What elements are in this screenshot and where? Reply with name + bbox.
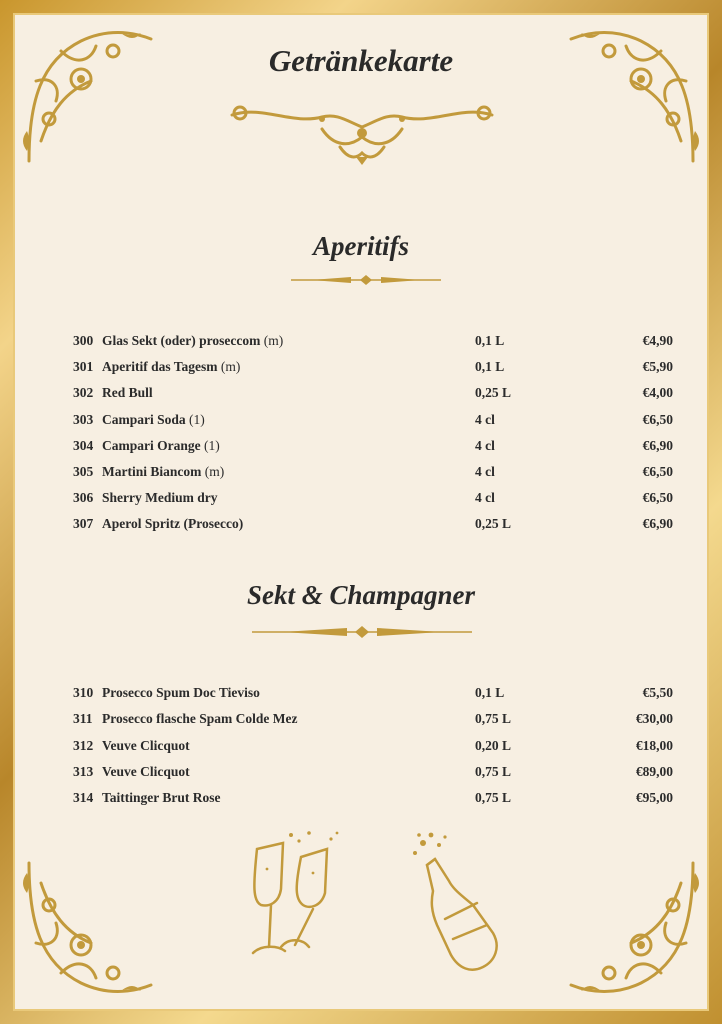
item-note: (1) bbox=[185, 411, 205, 427]
item-volume: 0,1 L bbox=[475, 333, 505, 348]
item-name: Campari Orange bbox=[102, 437, 201, 453]
item-name-wrap bbox=[102, 383, 153, 403]
item-note: (m) bbox=[217, 359, 241, 375]
item-name: Red Bull bbox=[102, 385, 153, 401]
item-note: (m) bbox=[201, 464, 225, 479]
corner-flourish-icon bbox=[561, 853, 701, 1003]
item-price: €5,50 bbox=[642, 685, 673, 700]
menu-item-row bbox=[73, 436, 673, 456]
item-volume: 0,75 L bbox=[475, 790, 512, 806]
menu-item-row bbox=[73, 762, 673, 782]
item-volume: 0,25 L bbox=[475, 385, 512, 401]
item-name-wrap bbox=[102, 683, 260, 703]
item-price: €5,90 bbox=[642, 359, 673, 375]
item-name-wrap bbox=[102, 514, 243, 534]
item-number: 313 bbox=[73, 763, 94, 779]
section-divider-icon bbox=[291, 274, 441, 286]
item-volume: 4 cl bbox=[475, 490, 495, 506]
menu-item-row bbox=[73, 736, 673, 756]
menu-item-row bbox=[73, 514, 673, 534]
item-name-wrap bbox=[102, 357, 240, 377]
item-price: €6,50 bbox=[642, 490, 673, 506]
item-name: Prosecco Spum Doc Tieviso bbox=[102, 685, 260, 700]
item-price: €30,00 bbox=[635, 711, 673, 727]
item-name-wrap bbox=[102, 436, 220, 456]
item-name: Glas Sekt (oder) proseccom bbox=[102, 333, 261, 348]
champagne-bottle-icon bbox=[405, 829, 515, 979]
section-title-aperitifs: Aperitifs bbox=[312, 231, 409, 261]
item-price: €6,90 bbox=[642, 437, 673, 453]
item-name: Veuve Clicquot bbox=[102, 737, 190, 753]
item-name: Veuve Clicquot bbox=[102, 763, 190, 779]
item-price: €6,50 bbox=[642, 411, 673, 427]
item-name: Sherry Medium dry bbox=[102, 490, 218, 506]
item-number: 304 bbox=[73, 437, 94, 453]
item-price: €4,90 bbox=[642, 333, 673, 348]
section-title-sekt-champagner: Sekt & Champagner bbox=[246, 580, 476, 610]
item-number: 305 bbox=[73, 464, 94, 479]
item-number: 300 bbox=[73, 333, 94, 348]
item-volume: 0,20 L bbox=[475, 737, 512, 753]
item-volume: 0,25 L bbox=[475, 516, 512, 532]
item-number: 311 bbox=[73, 711, 93, 727]
item-number: 310 bbox=[73, 685, 94, 700]
item-number: 307 bbox=[73, 516, 94, 532]
item-price: €6,50 bbox=[642, 464, 673, 479]
item-name-wrap bbox=[102, 331, 283, 351]
item-volume: 0,1 L bbox=[475, 359, 505, 375]
item-note: (m) bbox=[260, 333, 284, 348]
item-number: 312 bbox=[73, 737, 94, 753]
item-name: Taittinger Brut Rose bbox=[102, 790, 221, 806]
item-name-wrap bbox=[102, 736, 190, 756]
menu-item-row bbox=[73, 488, 673, 508]
item-price: €6,90 bbox=[642, 516, 673, 532]
item-number: 301 bbox=[73, 359, 94, 375]
section-divider-icon bbox=[252, 625, 472, 639]
item-name: Martini Biancom bbox=[102, 464, 202, 479]
menu-item-row bbox=[73, 357, 673, 377]
item-volume: 0,75 L bbox=[475, 711, 512, 727]
menu-item-row bbox=[73, 709, 673, 729]
item-name-wrap bbox=[102, 462, 224, 482]
item-name-wrap bbox=[102, 788, 221, 808]
menu-item-row bbox=[73, 462, 673, 482]
champagne-glasses-icon bbox=[239, 829, 349, 969]
item-volume: 4 cl bbox=[475, 411, 495, 427]
item-name: Aperitif das Tagesm bbox=[102, 359, 218, 375]
item-name: Campari Soda bbox=[102, 411, 186, 427]
corner-flourish-icon bbox=[21, 853, 161, 1003]
page-title: Getränkekarte bbox=[268, 43, 454, 78]
item-volume: 4 cl bbox=[475, 437, 495, 453]
menu-item-row bbox=[73, 683, 673, 703]
menu-inner-panel bbox=[13, 13, 709, 1011]
item-volume: 4 cl bbox=[475, 464, 495, 479]
item-number: 302 bbox=[73, 385, 94, 401]
item-price: €95,00 bbox=[635, 790, 673, 806]
menu-item-row bbox=[73, 383, 673, 403]
title-flourish-icon bbox=[222, 97, 502, 167]
item-price: €18,00 bbox=[635, 737, 673, 753]
item-price: €89,00 bbox=[635, 763, 673, 779]
item-note: (1) bbox=[200, 437, 220, 453]
menu-item-row bbox=[73, 331, 673, 351]
item-number: 306 bbox=[73, 490, 94, 506]
item-number: 314 bbox=[73, 790, 94, 806]
item-name-wrap bbox=[102, 762, 190, 782]
item-volume: 0,1 L bbox=[475, 685, 505, 700]
item-name-wrap bbox=[102, 488, 218, 508]
item-volume: 0,75 L bbox=[475, 763, 512, 779]
item-name: Aperol Spritz (Prosecco) bbox=[102, 516, 244, 532]
item-name: Prosecco flasche Spam Colde Mez bbox=[102, 711, 298, 727]
item-name-wrap bbox=[102, 709, 297, 729]
menu-item-row bbox=[73, 788, 673, 808]
item-price: €4,00 bbox=[642, 385, 673, 401]
menu-item-row bbox=[73, 410, 673, 430]
item-number: 303 bbox=[73, 411, 94, 427]
item-name-wrap bbox=[102, 410, 205, 430]
